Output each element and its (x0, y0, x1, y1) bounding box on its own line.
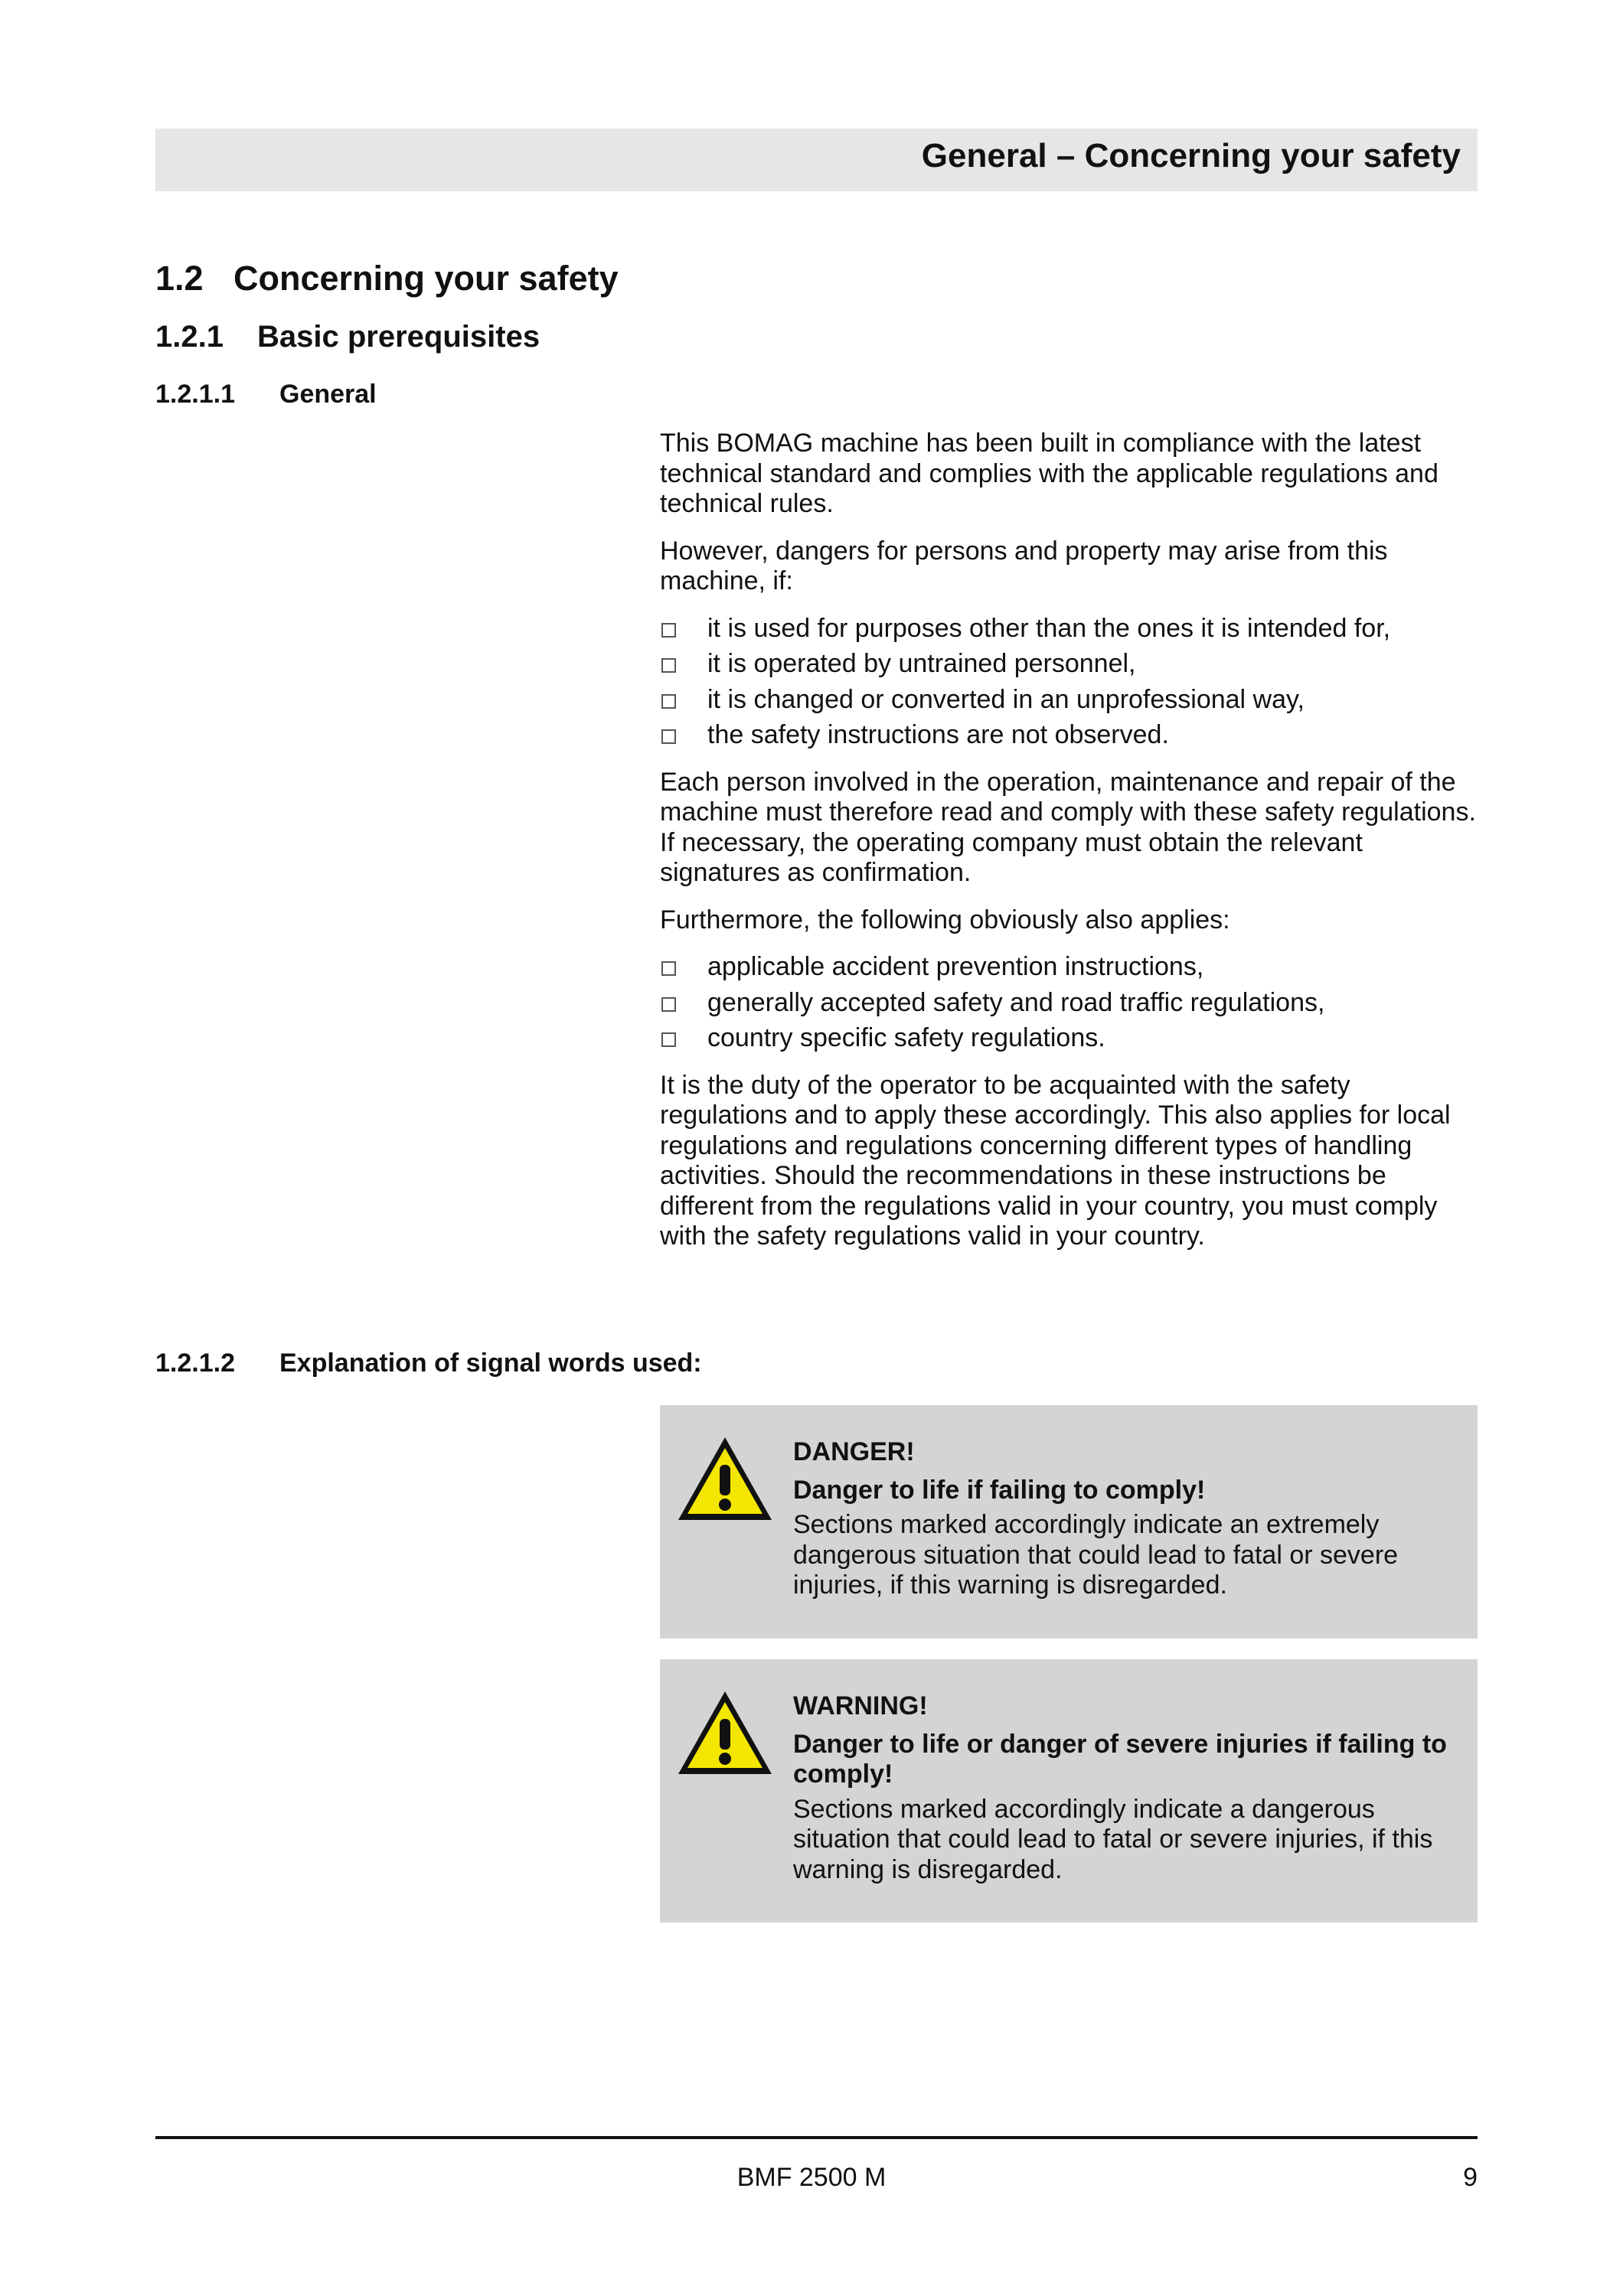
section-heading-1-2-1-1 (155, 380, 377, 409)
danger-notice-text (793, 1437, 1452, 1601)
footer-divider (155, 2136, 1478, 2139)
section-number: 1.2.1.1 (155, 380, 235, 409)
signal-description: Sections marked accordingly indicate a dangerous situation that could lead to fatal or severe injuries, if this warning is disregarded. (793, 1794, 1433, 1884)
section-heading-1-2-1-2 (155, 1349, 702, 1378)
section-heading-1-2 (155, 259, 619, 298)
footer-model: BMF 2500 M (736, 2163, 887, 2192)
paragraph: However, dangers for persons and property may arise from this machine, if: (660, 536, 1388, 595)
list-item: it is changed or converted in an unprofessional way, (660, 685, 1478, 716)
paragraph: Each person involved in the operation, maintenance and repair of the machine must therefore read and comply with these safety regulations. If necessary, the operating company must obtain the relevant signatures as confirmation. (660, 767, 1476, 887)
footer-page-number: 9 (1463, 2163, 1478, 2192)
section-title: General (279, 380, 377, 409)
section-title: Concerning your safety (233, 259, 619, 298)
danger-notice-box (660, 1405, 1478, 1639)
paragraph: This BOMAG machine has been built in compliance with the latest technical standard and complies with the applicable regulations and technical rules. (660, 429, 1438, 518)
square-bullet-icon (661, 623, 676, 638)
signal-description: Sections marked accordingly indicate an extremely dangerous situation that could lead to fatal or severe injuries, if this warning is disregarded. (793, 1510, 1399, 1600)
section-number: 1.2 (155, 259, 204, 298)
hazard-conditions-list (660, 614, 1478, 751)
applicable-regulations-list (660, 952, 1478, 1054)
section-number: 1.2.1 (155, 320, 224, 354)
signal-subtitle: Danger to life if failing to comply! (793, 1475, 1206, 1505)
section-title: Basic prerequisites (257, 320, 540, 354)
square-bullet-icon (661, 961, 676, 976)
section-title: Explanation of signal words used: (279, 1349, 702, 1378)
section-heading-1-2-1 (155, 320, 540, 354)
list-item: country specific safety regulations. (660, 1023, 1478, 1054)
square-bullet-icon (661, 729, 676, 744)
warning-triangle-icon (675, 1688, 775, 1777)
list-item: it is used for purposes other than the ones it is intended for, (660, 614, 1478, 644)
signal-word: DANGER! (793, 1437, 915, 1466)
list-item: the safety instructions are not observed. (660, 720, 1478, 751)
square-bullet-icon (661, 997, 676, 1012)
general-body (660, 429, 1478, 1269)
running-header-title: General – Concerning your safety (921, 137, 1461, 174)
list-item: it is operated by untrained personnel, (660, 649, 1478, 680)
list-item: applicable accident prevention instructions, (660, 952, 1478, 983)
running-header (155, 129, 1478, 191)
warning-triangle-icon (675, 1434, 775, 1523)
square-bullet-icon (661, 658, 676, 673)
square-bullet-icon (661, 1032, 676, 1047)
warning-notice-box (660, 1659, 1478, 1923)
paragraph: It is the duty of the operator to be acquainted with the safety regulations and to apply these accordingly. This also applies for local regulations and regulations concerning different types of handling activities. Should the recommendations in these instructions be different from the regulations valid in your country, you must comply with the safety regulations valid in your country. (660, 1070, 1451, 1251)
list-item: generally accepted safety and road traffic regulations, (660, 988, 1478, 1019)
paragraph: Furthermore, the following obviously also applies: (660, 905, 1230, 934)
signal-word: WARNING! (793, 1691, 928, 1720)
square-bullet-icon (661, 694, 676, 709)
section-number: 1.2.1.2 (155, 1349, 235, 1378)
signal-subtitle: Danger to life or danger of severe injuries if failing to comply! (793, 1729, 1447, 1789)
warning-notice-text (793, 1691, 1452, 1885)
